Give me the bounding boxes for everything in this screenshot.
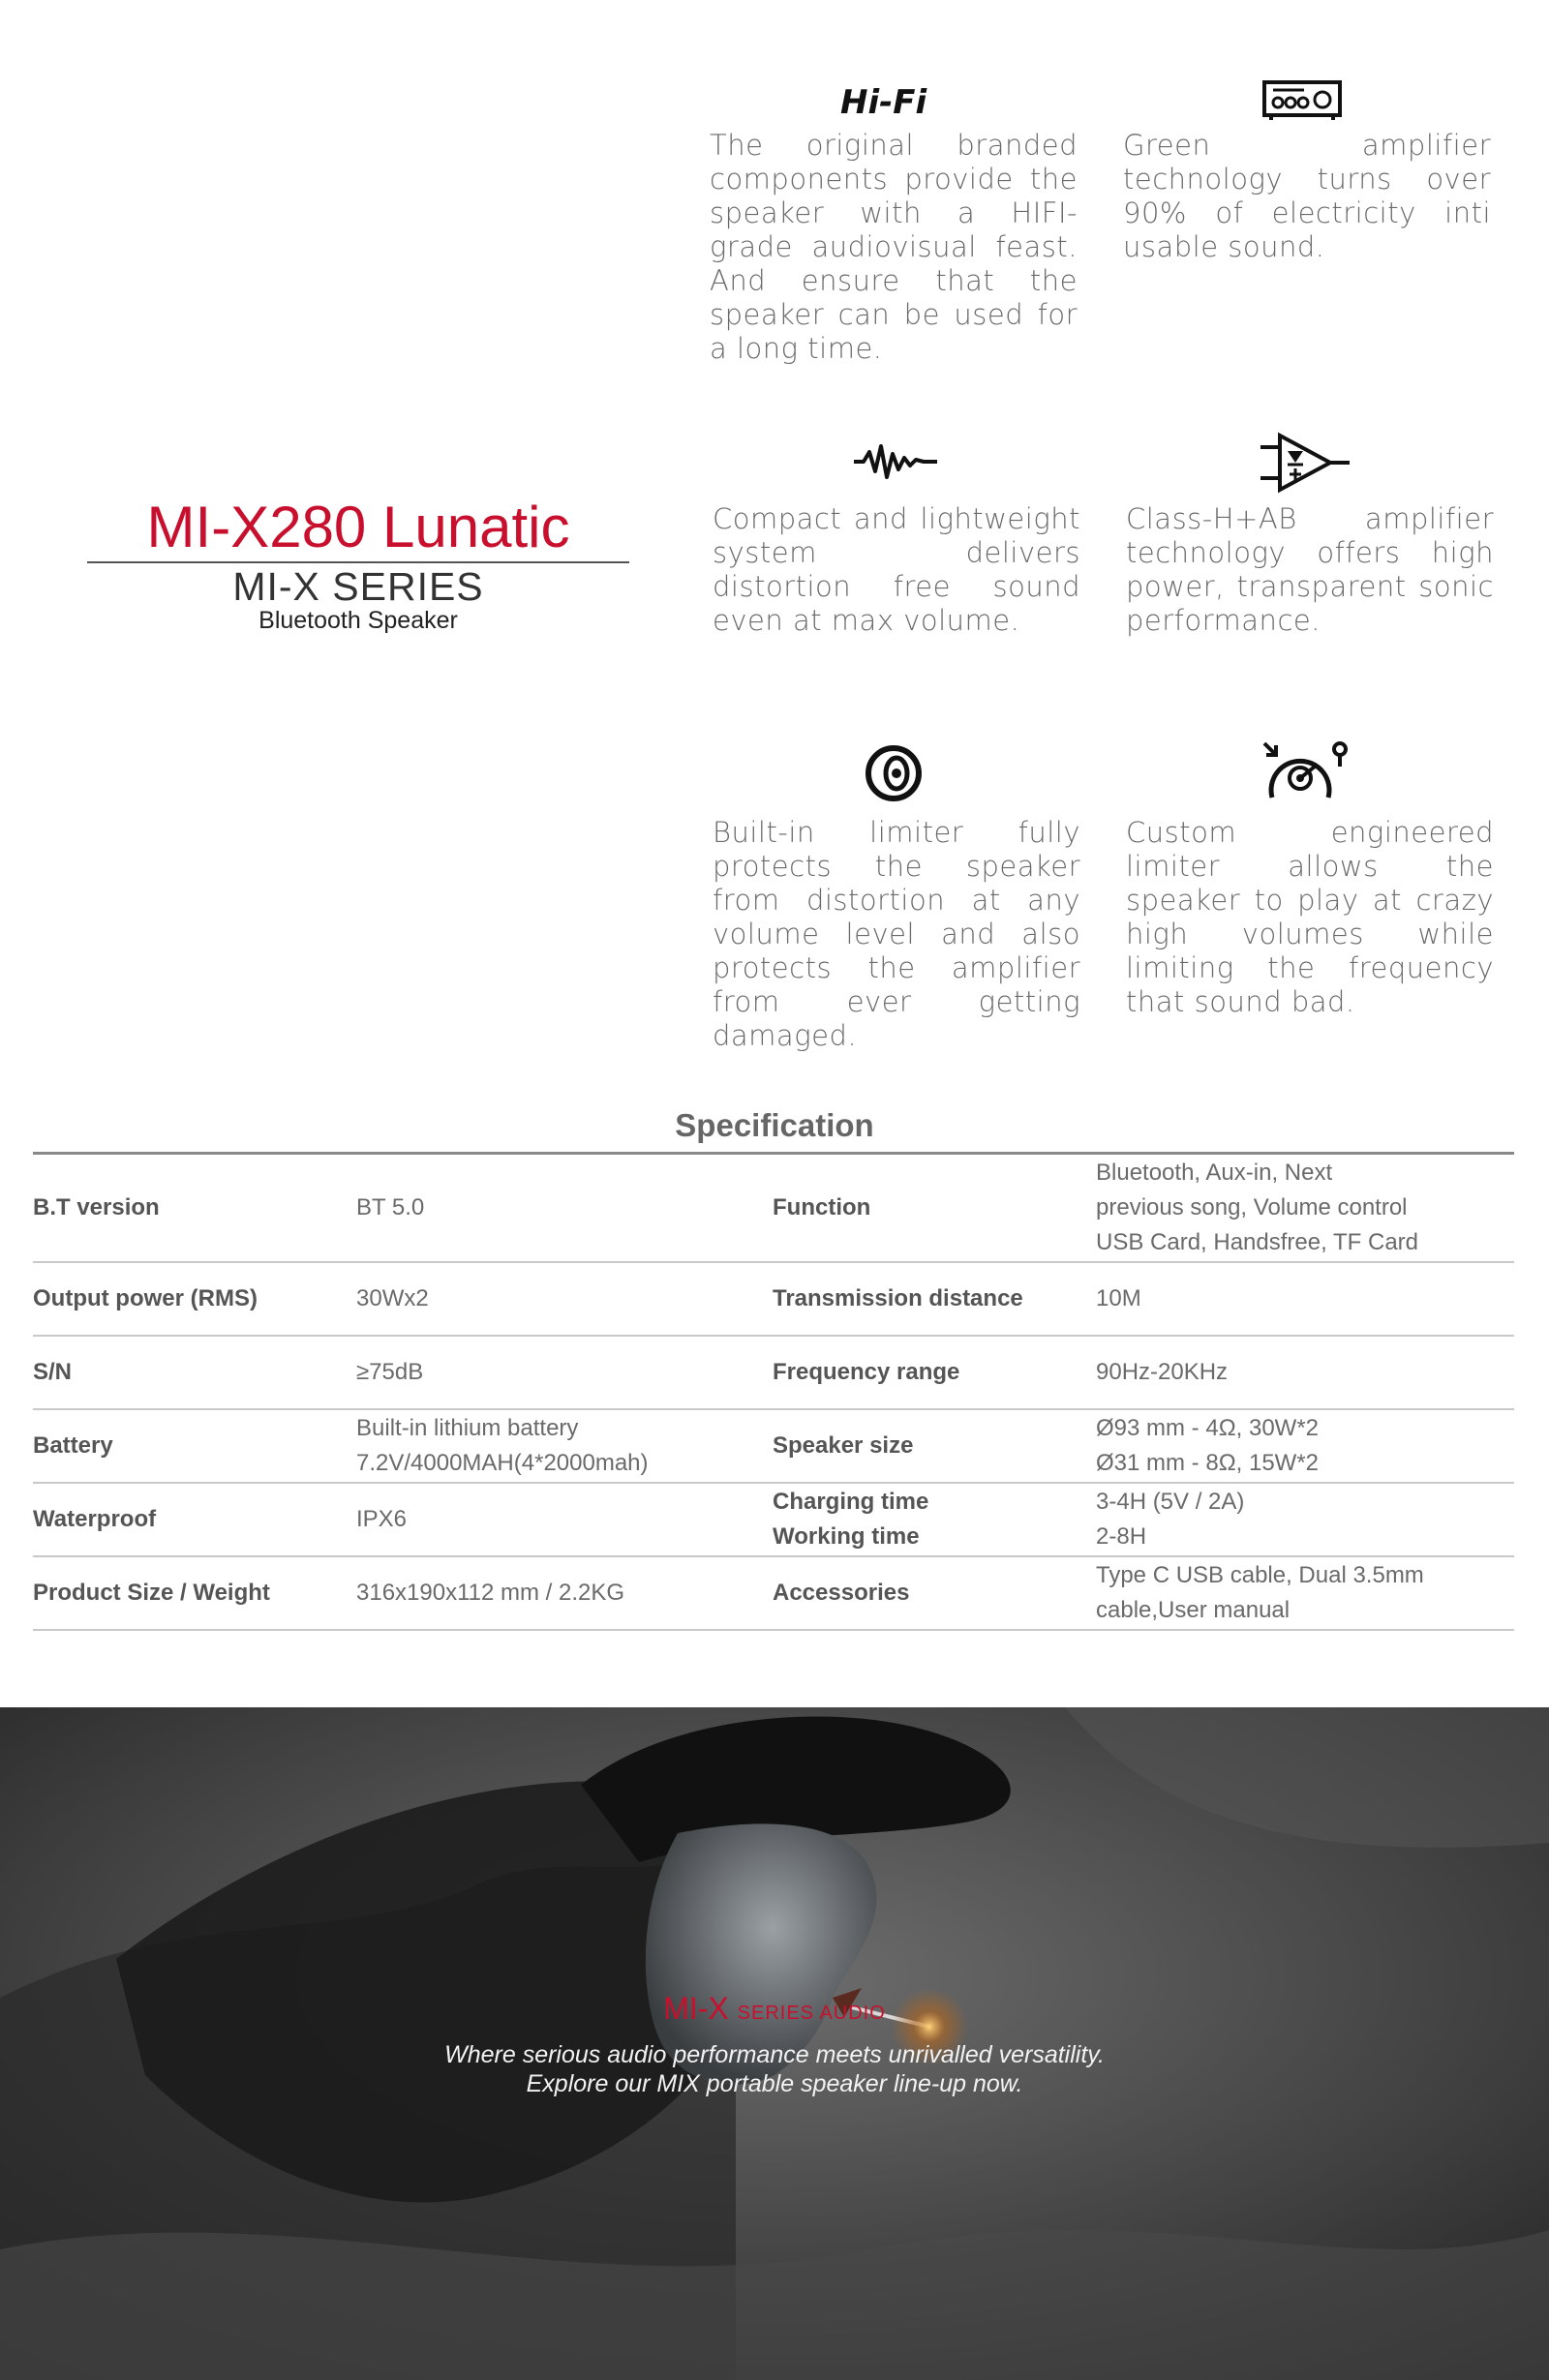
spec-label-line: Working time — [773, 1522, 920, 1550]
hifi-logo-icon: Hi-Fi — [840, 83, 927, 122]
spec-row — [33, 1336, 1514, 1409]
spec-label — [773, 1409, 1096, 1483]
spec-value-line: 2-8H — [1096, 1522, 1147, 1550]
spec-label: Waterproof — [33, 1505, 157, 1532]
spec-value — [356, 1483, 773, 1556]
spec-row — [33, 1483, 1514, 1556]
feature-class-h-text: Class-H+AB amplifier technology offers high power, transparent sonic performance. — [1126, 502, 1494, 637]
product-type: Bluetooth Speaker — [258, 607, 458, 634]
product-series: MI-X SERIES — [232, 564, 484, 609]
spec-value-line: 90Hz-20KHz — [1096, 1358, 1229, 1385]
feature-limiter-text: Built-in limiter fully protects the speaker from distortion at any volume level and also protects the amplifier from ever getting damaged. — [713, 816, 1080, 1052]
spec-value — [1096, 1409, 1514, 1483]
spec-value — [1096, 1336, 1514, 1409]
feature-custom-limiter-text: Custom engineered limiter allows the speaker to play at crazy high volumes while limiting the frequency that sound bad. — [1126, 816, 1494, 1018]
spec-value-line: 7.2V/4000MAH(4*2000mah) — [356, 1449, 649, 1476]
spec-row — [33, 1409, 1514, 1483]
spec-value — [1096, 1483, 1514, 1556]
spec-value — [356, 1336, 773, 1409]
spec-value-line: 10M — [1096, 1284, 1141, 1311]
spec-label: Battery — [33, 1431, 113, 1459]
spec-value-line: 3-4H (5V / 2A) — [1096, 1488, 1245, 1515]
spec-value — [1096, 1556, 1514, 1630]
banner-brand-name: MI-X — [663, 1991, 729, 2026]
spec-value-line: Built-in lithium battery — [356, 1414, 579, 1441]
spec-label: B.T version — [33, 1193, 160, 1220]
spec-value-line: Bluetooth, Aux-in, Next — [1096, 1159, 1333, 1186]
title-divider — [87, 561, 629, 563]
spec-label — [773, 1483, 1096, 1556]
feature-compact-text: Compact and lightweight system delivers distortion free sound even at max volume. — [713, 502, 1080, 637]
spec-row — [33, 1262, 1514, 1336]
spec-value-line: 30Wx2 — [356, 1284, 429, 1311]
amplifier-device-icon — [1261, 79, 1343, 122]
spec-label-line: Charging time — [773, 1488, 929, 1515]
spec-value-line: 316x190x112 mm / 2.2KG — [356, 1579, 625, 1606]
volume-limiter-icon — [1259, 738, 1352, 809]
spec-row — [33, 1154, 1514, 1262]
spec-label: Output power (RMS) — [33, 1284, 258, 1311]
spec-value-line: cable,User manual — [1096, 1596, 1291, 1623]
banner-brand-suffix: SERIES AUDIO — [737, 2003, 886, 2024]
spec-label — [773, 1556, 1096, 1630]
feature-hifi-text: The original branded components provide the speaker with a HIFI-grade audiovisual feast. And ensure that the speaker can be used for a long time. — [710, 129, 1078, 365]
banner-tagline-2: Explore our MIX portable speaker line-up now. — [526, 2070, 1023, 2097]
speaker-protection-icon — [862, 741, 926, 805]
specification-title: Specification — [675, 1107, 874, 1143]
spec-value — [1096, 1154, 1514, 1262]
spec-value-line: BT 5.0 — [356, 1193, 425, 1220]
spec-value — [356, 1262, 773, 1336]
spec-value — [356, 1154, 773, 1262]
spec-value-line: Type C USB cable, Dual 3.5mm — [1096, 1561, 1424, 1588]
sound-wave-icon — [852, 440, 939, 483]
spec-label — [773, 1154, 1096, 1262]
spec-label-line: Accessories — [773, 1579, 910, 1606]
product-name: MI-X280 Lunatic — [146, 495, 570, 559]
spec-value-line: previous song, Volume control — [1096, 1193, 1408, 1220]
spec-label-line: Function — [773, 1193, 871, 1220]
spec-value-line: ≥75dB — [356, 1358, 424, 1385]
banner-brand — [0, 1991, 1549, 2027]
banner-tagline-1: Where serious audio performance meets unrivalled versatility. — [444, 2041, 1105, 2068]
spec-value-line: Ø93 mm - 4Ω, 30W*2 — [1096, 1414, 1320, 1441]
amplifier-circuit-icon — [1259, 430, 1352, 496]
spec-label-line: Transmission distance — [773, 1284, 1023, 1311]
specification-table — [33, 1152, 1514, 1631]
spec-value-line: USB Card, Handsfree, TF Card — [1096, 1228, 1419, 1255]
spec-value — [356, 1556, 773, 1630]
spec-label-line: Speaker size — [773, 1431, 914, 1459]
spec-value — [1096, 1262, 1514, 1336]
spec-value-line: Ø31 mm - 8Ω, 15W*2 — [1096, 1449, 1320, 1476]
spec-row — [33, 1556, 1514, 1630]
spec-label-line: Frequency range — [773, 1358, 960, 1385]
spec-value — [356, 1409, 773, 1483]
feature-green-amplifier-text: Green amplifier technology turns over 90% of electricity inti usable sound. — [1123, 129, 1491, 263]
spec-value-line: IPX6 — [356, 1505, 408, 1532]
spec-label — [773, 1262, 1096, 1336]
spec-label: S/N — [33, 1358, 73, 1385]
spec-label — [773, 1336, 1096, 1409]
spec-label: Product Size / Weight — [33, 1579, 270, 1606]
